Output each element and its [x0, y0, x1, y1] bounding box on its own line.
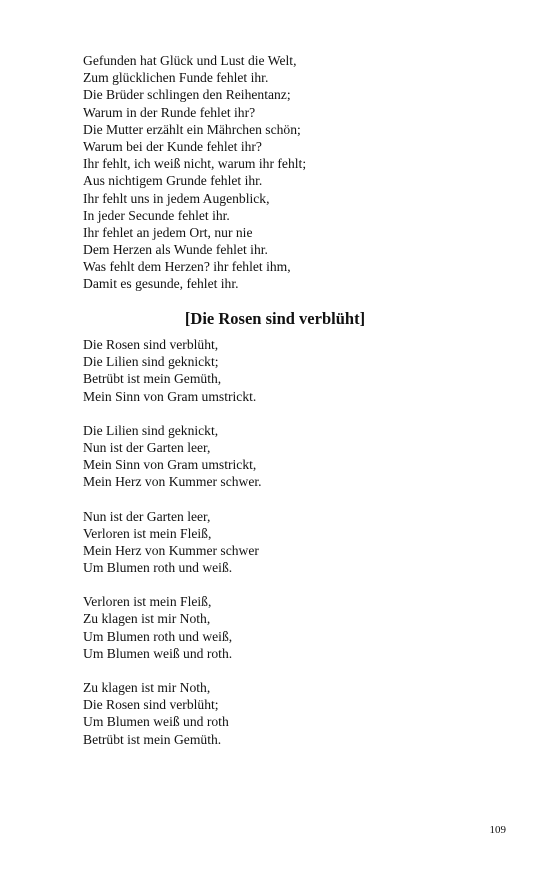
- poem-line: Was fehlt dem Herzen? ihr fehlet ihm,: [83, 259, 291, 275]
- poem-line: Ihr fehlet an jedem Ort, nur nie: [83, 224, 253, 240]
- stanza: [83, 679, 483, 748]
- poem-line: Um Blumen weiß und roth: [83, 714, 229, 730]
- poem-line: Die Mutter erzählt ein Mährchen schön;: [83, 121, 301, 137]
- poem-line: Mein Sinn von Gram umstrickt,: [83, 457, 257, 473]
- poem-line: Mein Herz von Kummer schwer.: [83, 474, 262, 490]
- poem-line: Um Blumen roth und weiß,: [83, 628, 233, 644]
- poem-line: Warum bei der Kunde fehlet ihr?: [83, 138, 262, 154]
- poem-line: Nun ist der Garten leer,: [83, 439, 211, 455]
- poem-line: Mein Sinn von Gram umstrickt.: [83, 388, 257, 404]
- poem-line: In jeder Secunde fehlet ihr.: [83, 207, 230, 223]
- poem-line: Aus nichtigem Grunde fehlet ihr.: [83, 173, 263, 189]
- stanza: [83, 593, 483, 662]
- second-poem: [83, 336, 483, 748]
- page-number: 109: [489, 824, 506, 836]
- poem-line: Warum in der Runde fehlet ihr?: [83, 104, 256, 120]
- poem-line: Ihr fehlt, ich weiß nicht, warum ihr fehlt;: [83, 156, 307, 172]
- poem-line: Damit es gesunde, fehlet ihr.: [83, 276, 239, 292]
- poem-line: Zu klagen ist mir Noth,: [83, 680, 211, 695]
- poem-line: Die Lilien sind geknickt,: [83, 422, 219, 438]
- poem-line: Verloren ist mein Fleiß,: [83, 525, 212, 541]
- poem-line: Betrübt ist mein Gemüth.: [83, 731, 222, 747]
- poem-line: Die Lilien sind geknickt;: [83, 354, 219, 370]
- poem-line: Zum glücklichen Funde fehlet ihr.: [83, 70, 269, 86]
- poem-line: Um Blumen roth und weiß.: [83, 560, 233, 576]
- poem-title: [Die Rosen sind verblüht]: [184, 309, 366, 328]
- poem-line: Ihr fehlt uns in jedem Augenblick,: [83, 190, 270, 206]
- poem-line: Zu klagen ist mir Noth,: [83, 611, 211, 627]
- poem-line: Verloren ist mein Fleiß,: [83, 594, 212, 610]
- poem-line: Die Rosen sind verblüht,: [83, 337, 219, 352]
- stanza: [83, 508, 483, 577]
- poem-line: Gefunden hat Glück und Lust die Welt,: [83, 53, 297, 68]
- first-poem-stanza: [83, 52, 483, 293]
- poem-line: Mein Herz von Kummer schwer: [83, 542, 259, 558]
- poem-line: Um Blumen weiß und roth.: [83, 645, 233, 661]
- poem-line: Betrübt ist mein Gemüth,: [83, 371, 222, 387]
- stanza: [83, 336, 483, 405]
- poem-line: Dem Herzen als Wunde fehlet ihr.: [83, 242, 268, 258]
- poem-line: Die Brüder schlingen den Reihentanz;: [83, 87, 291, 103]
- poem-line: Die Rosen sind verblüht;: [83, 697, 219, 713]
- first-poem: [83, 52, 483, 293]
- stanza: [83, 422, 483, 491]
- poem-line: Nun ist der Garten leer,: [83, 508, 211, 524]
